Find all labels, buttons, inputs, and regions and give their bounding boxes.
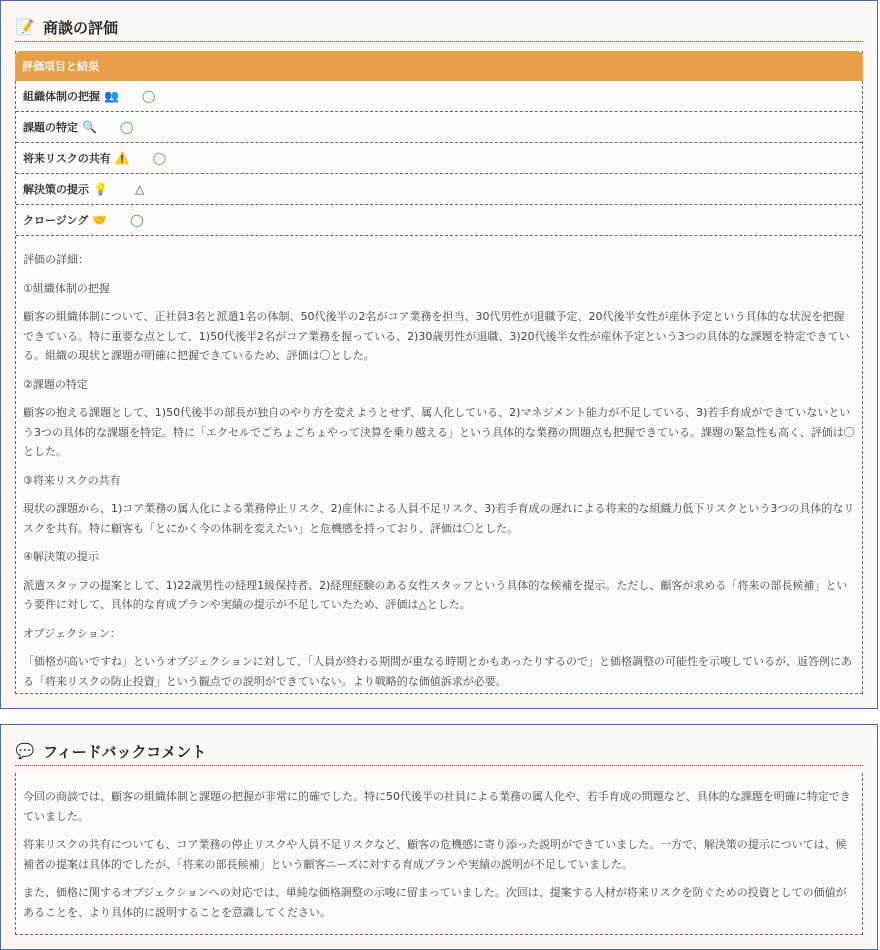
details-section-title: ③将来リスクの共有 bbox=[23, 473, 121, 487]
handshake-icon: 🤝 bbox=[92, 213, 108, 227]
details-paragraph: 「価格が高いですね」というオブジェクションに対して、「人員が終わる期間が重なる時期とかもあったりするので」と価格調整の可能性を示唆しているが、返答例にある「将来リスクの防止投資」という観点での説明ができていない。より戦略的な価値訴求が必要。 bbox=[23, 655, 852, 688]
details-paragraph: 現状の課題から、1)コア業務の属人化による業務停止リスク、2)産休による人員不足リスク、3)若手育成の遅れによる将来的な組織力低下リスクという3つの具体的なリスクを共有。特に顧客も「とにかく今の体制を変えたい」と危機感を持っており、評価は〇とした。 bbox=[23, 502, 855, 535]
evaluation-row-risk bbox=[16, 143, 862, 174]
speech-bubble-icon: 💬 bbox=[15, 742, 35, 760]
feedback-panel bbox=[0, 724, 878, 950]
details-section-title: ①組織体制の把握 bbox=[23, 281, 110, 295]
memo-icon: 📝 bbox=[15, 18, 35, 36]
details-section-title: ②課題の特定 bbox=[23, 377, 88, 391]
evaluation-row-closing bbox=[16, 205, 862, 236]
details-paragraph: 顧客の抱える課題として、1)50代後半の部長が独自のやり方を変えようとせず、属人化している、2)マネジメント能力が不足している、3)若手育成ができていないという3つの具体的な課題を特定。特に「エクセルでごちょごちょやって決算を乗り越える」という具体的な業務の問題点も把握できている。課題の緊急性も高く、評価は〇とした。 bbox=[23, 406, 855, 458]
evaluation-title: 商談の評価 bbox=[43, 18, 119, 37]
evaluation-result: ◯ bbox=[141, 89, 156, 103]
evaluation-table-header: 評価項目と結果 bbox=[15, 51, 863, 81]
people-icon: 👥 bbox=[104, 89, 119, 103]
feedback-paragraph: 今回の商談では、顧客の組織体制と課題の把握が非常に的確でした。特に50代後半の社員による業務の属人化や、若手育成の問題など、具体的な課題を明確に特定できていました。 bbox=[23, 790, 851, 823]
evaluation-row-organization bbox=[16, 81, 862, 112]
feedback-header bbox=[15, 737, 863, 766]
details-section-title: ④解決策の提示 bbox=[23, 550, 99, 563]
evaluation-result: △ bbox=[134, 182, 145, 196]
lightbulb-icon: 💡 bbox=[93, 182, 108, 196]
details-heading: 評価の詳細： bbox=[23, 253, 89, 266]
warning-icon: ⚠️ bbox=[114, 151, 130, 165]
details-paragraph: 派遣スタッフの提案として、1)22歳男性の経理1級保持者、2)経理経験のある女性スタッフという具体的な候補を提示。ただし、顧客が求める「将来の部長候補」という要件に対して、具体的な育成プランや実績の提示が不足していたため、評価は△とした。 bbox=[23, 578, 848, 611]
feedback-paragraph: また、価格に関するオブジェクションへの対応では、単純な価格調整の示唆に留まっていました。次回は、提案する人材が将来リスクを防ぐための投資としての価値があることを、より具体的に説明することを意識してください。 bbox=[23, 886, 847, 919]
evaluation-table bbox=[15, 51, 863, 694]
evaluation-row-label: 解決策の提示 bbox=[23, 183, 89, 196]
feedback-body bbox=[15, 773, 863, 935]
evaluation-details bbox=[16, 236, 862, 691]
magnifier-icon: 🔍 bbox=[82, 120, 97, 134]
evaluation-result: ◯ bbox=[130, 213, 144, 227]
evaluation-header bbox=[15, 13, 863, 42]
evaluation-row-label: クロージング bbox=[23, 214, 89, 227]
feedback-paragraph: 将来リスクの共有についても、コア業務の停止リスクや人員不足リスクなど、顧客の危機感に寄り添った説明ができていました。一方で、解決策の提示については、候補者の提案は具体的でしたが、「将来の部長候補」という顧客ニーズに対する育成プランや実績の説明が不足していました。 bbox=[23, 838, 847, 871]
feedback-title: フィードバックコメント bbox=[43, 742, 207, 761]
evaluation-row-issue bbox=[16, 112, 862, 143]
details-section-title: オブジェクション： bbox=[23, 626, 121, 640]
evaluation-result: ◯ bbox=[119, 120, 134, 134]
evaluation-result: ◯ bbox=[152, 151, 167, 165]
details-paragraph: 顧客の組織体制について、正社員3名と派遣1名の体制、50代後半の2名がコア業務を担当、30代男性が退職予定、20代後半女性が産休予定という具体的な状況を把握できている。特に重要な点として、1)50代後半2名がコア業務を握っている、2)30歳男性が退職、3)20代後半女性が産休予定という3つの具体的な課題を特定できている。組織の現状と課題が明確に把握できているため、評価は〇とした。 bbox=[23, 310, 850, 362]
evaluation-row-label: 将来リスクの共有 bbox=[23, 152, 111, 165]
evaluation-row-solution bbox=[16, 174, 862, 205]
evaluation-row-label: 組織体制の把握 bbox=[23, 90, 100, 103]
evaluation-row-label: 課題の特定 bbox=[23, 121, 78, 134]
